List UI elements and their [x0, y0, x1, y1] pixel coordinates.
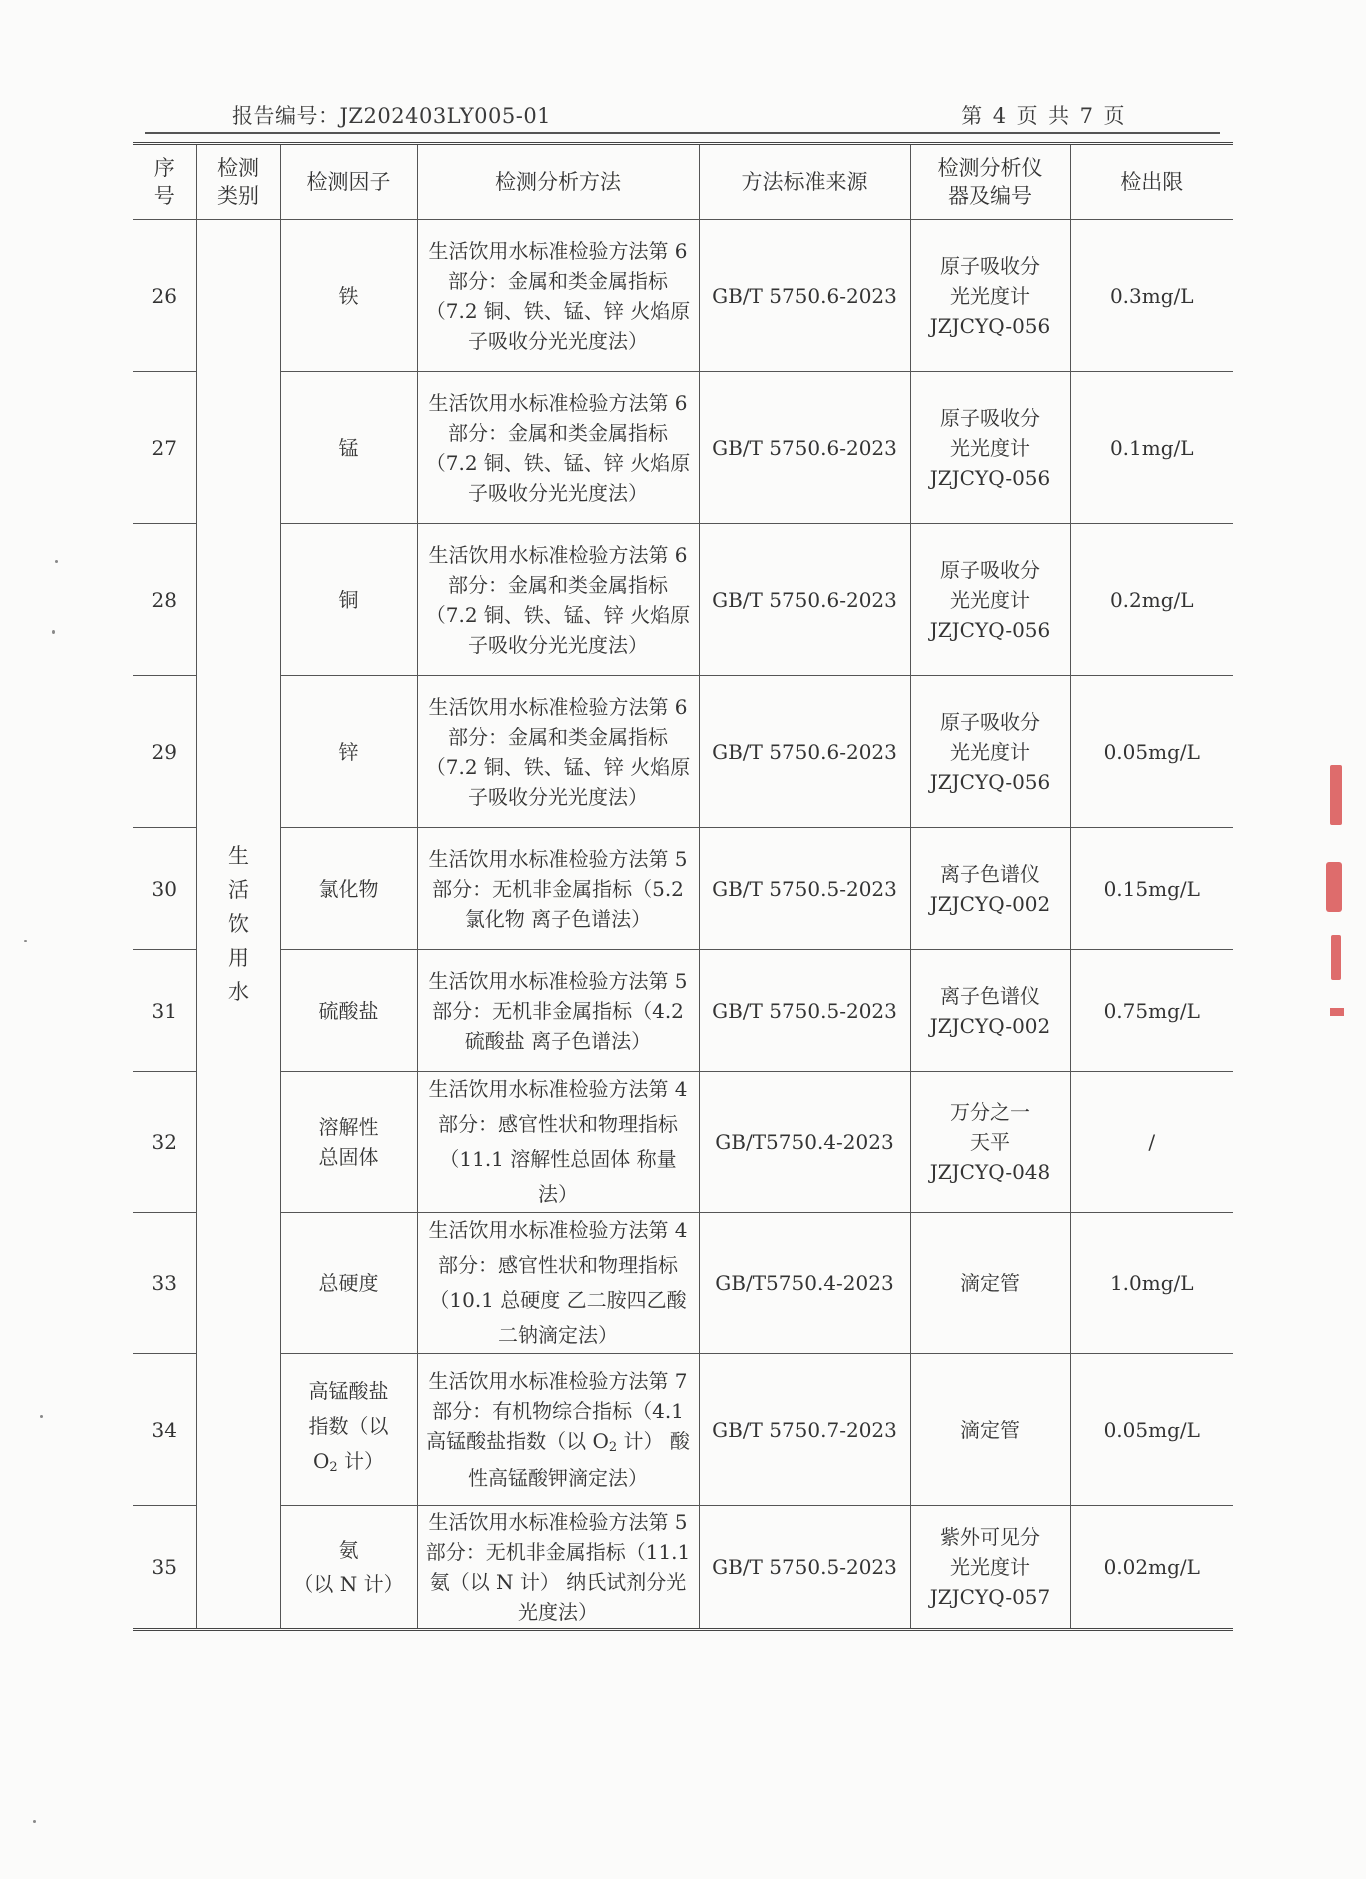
row-instrument: 原子吸收分 光光度计 JZJCYQ-056	[910, 220, 1070, 372]
row-standard: GB/T 5750.6-2023	[699, 372, 910, 524]
row-no: 29	[133, 676, 196, 828]
row-method: 生活饮用水标准检验方法第 6 部分：金属和类金属指标（7.2 铜、铁、锰、锌 火焰原子吸收分光光度法）	[417, 372, 699, 524]
row-method: 生活饮用水标准检验方法第 7 部分：有机物综合指标（4.1 高锰酸盐指数（以 $O_2$ 计） 酸性高锰酸钾滴定法）	[417, 1354, 699, 1506]
page-indicator: 第 4 页 共 7 页	[961, 104, 1125, 128]
row-no: 34	[133, 1354, 196, 1506]
scan-speck	[52, 630, 55, 634]
row-factor: 氨 （以 N 计）	[280, 1506, 417, 1630]
row-limit: 0.05mg/L	[1070, 1354, 1233, 1506]
row-method: 生活饮用水标准检验方法第 5 部分：无机非金属指标（5.2 氯化物 离子色谱法）	[417, 828, 699, 950]
row-standard: GB/T 5750.5-2023	[699, 950, 910, 1072]
row-method: 生活饮用水标准检验方法第 4 部分：感官性状和物理指标（11.1 溶解性总固体 称量法）	[417, 1072, 699, 1213]
table-header-row	[133, 144, 1233, 220]
table-row	[133, 950, 1233, 1072]
row-factor: 总硬度	[280, 1213, 417, 1354]
row-instrument: 原子吸收分 光光度计 JZJCYQ-056	[910, 676, 1070, 828]
row-limit: /	[1070, 1072, 1233, 1213]
row-limit: 0.05mg/L	[1070, 676, 1233, 828]
row-no: 33	[133, 1213, 196, 1354]
table-row	[133, 1072, 1233, 1213]
report-number: 报告编号：JZ202403LY005-01	[232, 104, 552, 128]
row-instrument: 离子色谱仪 JZJCYQ-002	[910, 828, 1070, 950]
table-row	[133, 1213, 1233, 1354]
row-standard: GB/T 5750.7-2023	[699, 1354, 910, 1506]
row-no: 28	[133, 524, 196, 676]
row-no: 26	[133, 220, 196, 372]
category-cell: 生 活 饮 用 水	[196, 220, 280, 1630]
row-no: 27	[133, 372, 196, 524]
row-method: 生活饮用水标准检验方法第 6 部分：金属和类金属指标（7.2 铜、铁、锰、锌 火焰原子吸收分光光度法）	[417, 676, 699, 828]
col-header-instrument: 检测分析仪 器及编号	[910, 144, 1070, 220]
row-no: 31	[133, 950, 196, 1072]
col-header-standard: 方法标准来源	[699, 144, 910, 220]
row-instrument: 滴定管	[910, 1213, 1070, 1354]
row-factor: 高锰酸盐 指数（以 $O_2$ 计）	[280, 1354, 417, 1506]
test-methods-table	[133, 142, 1233, 1631]
row-no: 30	[133, 828, 196, 950]
row-factor: 铜	[280, 524, 417, 676]
row-instrument: 紫外可见分 光光度计 JZJCYQ-057	[910, 1506, 1070, 1630]
row-no: 32	[133, 1072, 196, 1213]
row-limit: 0.3mg/L	[1070, 220, 1233, 372]
col-header-no: 序 号	[133, 144, 196, 220]
scan-speck	[33, 1820, 36, 1823]
row-factor: 硫酸盐	[280, 950, 417, 1072]
row-instrument: 万分之一 天平 JZJCYQ-048	[910, 1072, 1070, 1213]
row-no: 35	[133, 1506, 196, 1630]
row-factor: 铁	[280, 220, 417, 372]
row-standard: GB/T 5750.6-2023	[699, 676, 910, 828]
page-header	[145, 98, 1220, 134]
row-limit: 0.2mg/L	[1070, 524, 1233, 676]
row-method: 生活饮用水标准检验方法第 6 部分：金属和类金属指标（7.2 铜、铁、锰、锌 火焰原子吸收分光光度法）	[417, 524, 699, 676]
scan-speck	[55, 560, 58, 563]
table-row	[133, 1506, 1233, 1630]
row-instrument: 原子吸收分 光光度计 JZJCYQ-056	[910, 372, 1070, 524]
row-limit: 0.75mg/L	[1070, 950, 1233, 1072]
row-limit: 0.1mg/L	[1070, 372, 1233, 524]
table-row	[133, 220, 1233, 372]
row-method: 生活饮用水标准检验方法第 4 部分：感官性状和物理指标（10.1 总硬度 乙二胺四乙酸二钠滴定法）	[417, 1213, 699, 1354]
row-factor: 锰	[280, 372, 417, 524]
row-standard: GB/T 5750.6-2023	[699, 220, 910, 372]
row-instrument: 滴定管	[910, 1354, 1070, 1506]
row-standard: GB/T 5750.5-2023	[699, 828, 910, 950]
table-row	[133, 828, 1233, 950]
col-header-method: 检测分析方法	[417, 144, 699, 220]
row-standard: GB/T 5750.5-2023	[699, 1506, 910, 1630]
table-row	[133, 1354, 1233, 1506]
scan-speck	[40, 1415, 43, 1418]
row-standard: GB/T5750.4-2023	[699, 1072, 910, 1213]
row-factor: 锌	[280, 676, 417, 828]
row-limit: 1.0mg/L	[1070, 1213, 1233, 1354]
scan-speck	[24, 940, 27, 942]
col-header-category: 检测 类别	[196, 144, 280, 220]
row-instrument: 原子吸收分 光光度计 JZJCYQ-056	[910, 524, 1070, 676]
row-limit: 0.02mg/L	[1070, 1506, 1233, 1630]
col-header-factor: 检测因子	[280, 144, 417, 220]
row-factor: 氯化物	[280, 828, 417, 950]
table-row	[133, 372, 1233, 524]
row-limit: 0.15mg/L	[1070, 828, 1233, 950]
col-header-limit: 检出限	[1070, 144, 1233, 220]
row-method: 生活饮用水标准检验方法第 5 部分：无机非金属指标（4.2 硫酸盐 离子色谱法）	[417, 950, 699, 1072]
table-row	[133, 676, 1233, 828]
row-method: 生活饮用水标准检验方法第 5 部分：无机非金属指标（11.1 氨（以 N 计） 纳氏试剂分光光度法）	[417, 1506, 699, 1630]
table-row	[133, 524, 1233, 676]
row-standard: GB/T 5750.6-2023	[699, 524, 910, 676]
row-instrument: 离子色谱仪 JZJCYQ-002	[910, 950, 1070, 1072]
row-factor: 溶解性 总固体	[280, 1072, 417, 1213]
row-standard: GB/T5750.4-2023	[699, 1213, 910, 1354]
row-method: 生活饮用水标准检验方法第 6 部分：金属和类金属指标（7.2 铜、铁、锰、锌 火焰原子吸收分光光度法）	[417, 220, 699, 372]
